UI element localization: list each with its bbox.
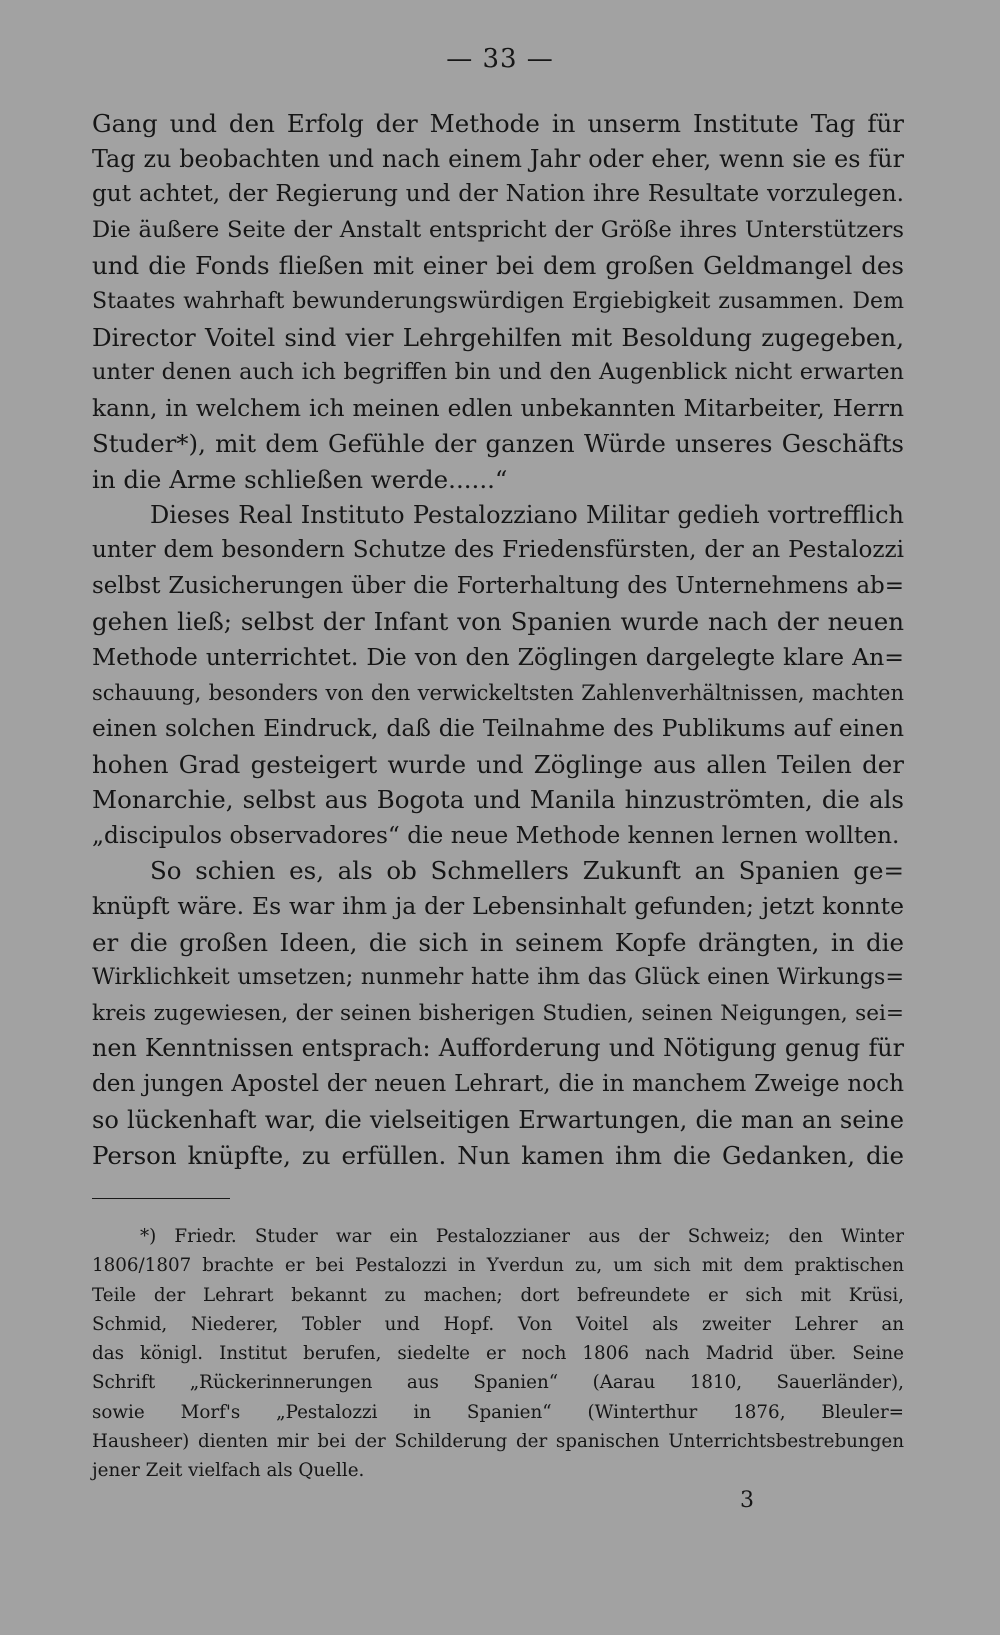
text-line: einen solchen Eindruck, daß die Teilnahme des Publikums auf einen	[92, 714, 904, 743]
page-number: — 33 —	[446, 44, 554, 74]
text-line: so lückenhaft war, die vielseitigen Erwartungen, die man an seine	[92, 1105, 904, 1134]
text-line: Tag zu beobachten und nach einem Jahr oder eher, wenn sie es für	[92, 144, 904, 173]
text-line: Studer*), mit dem Gefühle der ganzen Würde unseres Geschäfts	[92, 429, 904, 459]
text-line: Director Voitel sind vier Lehrgehilfen mit Besoldung zugegeben,	[92, 322, 904, 352]
footnote-divider	[92, 1198, 230, 1199]
footnote-line: Teile der Lehrart bekannt zu machen; dort befreundete er sich mit Krüsi,	[92, 1284, 904, 1306]
text-line: Die äußere Seite der Anstalt entspricht der Größe ihres Unterstützers	[92, 216, 904, 243]
text-line: „discipulos observadores“ die neue Methode kennen lernen wollten.	[92, 821, 900, 849]
text-line: Monarchie, selbst aus Bogota und Manila hinzuströmten, die als	[92, 785, 904, 815]
text-line: gut achtet, der Regierung und der Nation ihre Resultate vorzulegen.	[92, 181, 904, 208]
footnote-line: *) Friedr. Studer war ein Pestalozzianer aus der Schweiz; den Winter	[140, 1226, 904, 1247]
text-line: Wirklichkeit umsetzen; nunmehr hatte ihm das Glück einen Wirkungs=	[92, 964, 904, 991]
footnote-line: Schmid, Niederer, Tobler und Hopf. Von Voitel als zweiter Lehrer an	[92, 1313, 904, 1335]
footnote-line: sowie Morf's „Pestalozzi in Spanien“ (Winterthur 1876, Bleuler=	[92, 1401, 904, 1423]
text-line: nen Kenntnissen entsprach: Aufforderung und Nötigung genug für	[92, 1034, 904, 1063]
footnote-line: Schrift „Rückerinnerungen aus Spanien“ (Aarau 1810, Sauerländer),	[92, 1372, 904, 1394]
text-line: So schien es, als ob Schmellers Zukunft an Spanien ge=	[150, 856, 904, 886]
text-line: Dieses Real Instituto Pestalozziano Militar gedieh vortrefflich	[150, 500, 904, 529]
text-line: kann, in welchem ich meinen edlen unbekannten Mitarbeiter, Herrn	[92, 394, 904, 422]
footnote-line: 1806/1807 brachte er bei Pestalozzi in Yverdun zu, um sich mit dem praktischen	[92, 1255, 904, 1277]
text-line: kreis zugewiesen, der seinen bisherigen Studien, seinen Neigungen, sei=	[92, 1000, 904, 1026]
footnote-line: jener Zeit vielfach als Quelle.	[92, 1460, 365, 1482]
text-line: gehen ließ; selbst der Infant von Spanien wurde nach der neuen	[92, 607, 904, 637]
footnote	[92, 1222, 904, 1486]
text-line: hohen Grad gesteigert wurde und Zöglinge aus allen Teilen der	[92, 749, 904, 779]
text-line: er die großen Ideen, die sich in seinem Kopfe drängten, in die	[92, 927, 904, 957]
text-line: Methode unterrichtet. Die von den Zöglingen dargelegte klare An=	[92, 642, 904, 671]
text-line: Gang und den Erfolg der Methode in unserm Institute Tag für	[92, 109, 904, 138]
footnote-line: Hausheer) dienten mir bei der Schilderung der spanischen Unterrichtsbestrebungen	[92, 1431, 904, 1453]
text-line: Staates wahrhaft bewunderungswürdigen Ergiebigkeit zusammen. Dem	[92, 288, 904, 314]
signature-mark: 3	[740, 1488, 754, 1513]
text-line: selbst Zusicherungen über die Forterhaltung des Unternehmens ab=	[92, 572, 904, 599]
text-line: den jungen Apostel der neuen Lehrart, die in manchem Zweige noch	[92, 1071, 904, 1098]
footnote-line: das königl. Institut berufen, siedelte er noch 1806 nach Madrid über. Seine	[92, 1343, 904, 1365]
text-line: und die Fonds fließen mit einer bei dem großen Geldmangel des	[92, 251, 904, 281]
text-line: knüpft wäre. Es war ihm ja der Lebensinhalt gefunden; jetzt konnte	[92, 892, 904, 921]
text-line: unter dem besondern Schutze des Friedensfürsten, der an Pestalozzi	[92, 537, 904, 564]
text-line: schauung, besonders von den verwickeltsten Zahlenverhältnissen, machten	[92, 680, 904, 705]
text-line: unter denen auch ich begriffen bin und den Augenblick nicht erwarten	[92, 359, 904, 386]
main-text	[92, 106, 904, 1174]
text-line: Person knüpfte, zu erfüllen. Nun kamen ihm die Gedanken, die	[92, 1141, 904, 1171]
text-line: in die Arme schließen werde......“	[92, 464, 508, 494]
